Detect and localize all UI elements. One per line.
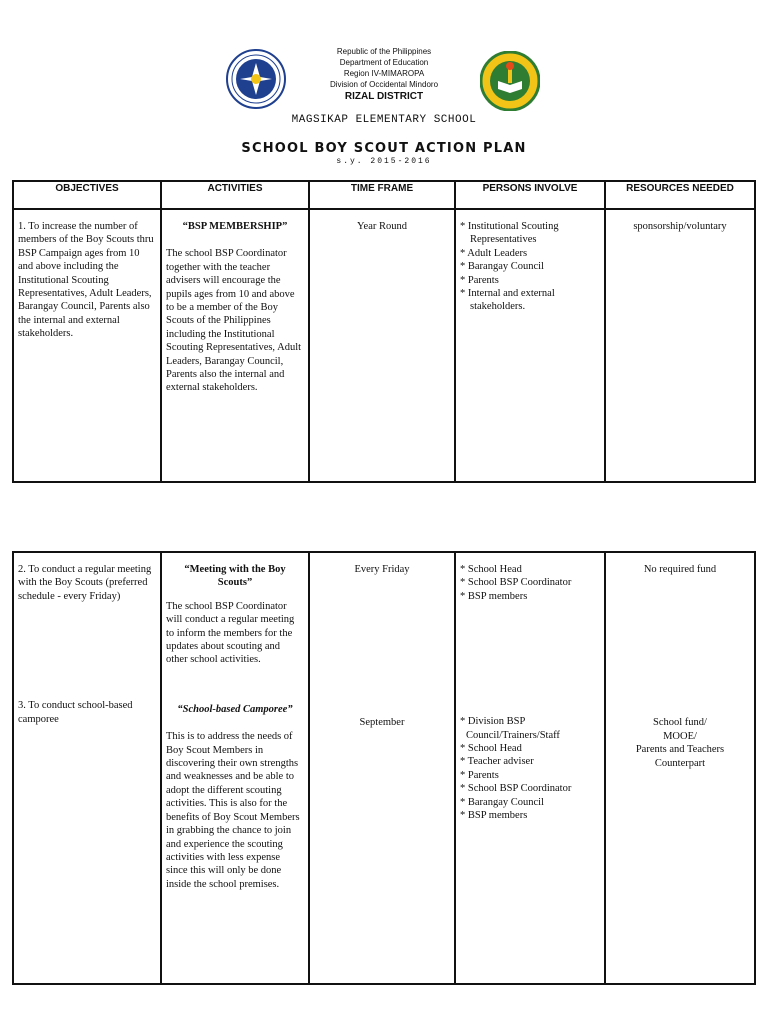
resources-line: Counterpart — [654, 757, 706, 769]
activity-cell — [161, 209, 309, 482]
activity-text: The school BSP Coordinator together with the teacher advisers will encourage the pupils ages from 10 and above to be a member of the Boy Scouts of the Philippines including the Institutional Scouting Representatives, Adult Leaders, Barangay Council, Parents also the internal and external stakeholders. — [166, 248, 302, 394]
time-frame-text: Every Friday — [354, 564, 410, 575]
person-item: * BSP members — [460, 590, 528, 602]
time-frame-text: Year Round — [357, 221, 407, 232]
person-item: * Parents — [460, 274, 499, 286]
objective-text: 1. To increase the number of members of the Boy Scouts thru BSP Campaign ages from 10 and above including the Institutional Scouting Representatives, Adult Leaders, Barangay Council, Parents also the internal and external stakeholders. — [18, 221, 154, 340]
person-item: * School Head — [460, 743, 522, 755]
resources-cell — [605, 552, 755, 984]
person-item: * Teacher adviser — [460, 756, 534, 768]
person-item: * School Head — [460, 564, 522, 575]
action-plan-table-1 — [12, 180, 756, 483]
objective-text: 2. To conduct a regular meeting with the Boy Scouts (preferred schedule - every Friday) — [18, 564, 152, 602]
person-item: stakeholders. — [470, 301, 526, 313]
school-name: MAGSIKAP ELEMENTARY SCHOOL — [291, 114, 477, 126]
activity-text: The school BSP Coordinator will conduct a regular meeting to inform the members for the updates about scouting and other school activities. — [166, 600, 295, 666]
activity-text: This is to address the needs of Boy Scout Members in discovering their own strengths and weaknesses and be able to adopt the different scouting activities. This is also for the benefits of Boy Scout Members in grabbing the chance to join and experience the scouting activities with less expense since this will only be done inside the school premises. — [166, 731, 300, 890]
action-plan-table-2 — [12, 551, 756, 985]
activity-title: “Meeting with the Boy Scouts” — [184, 564, 286, 589]
resources-text: sponsorship/voluntary — [633, 221, 727, 232]
person-item: * BSP members — [460, 810, 528, 822]
person-item: * Barangay Council — [460, 796, 544, 808]
header-objectives: OBJECTIVES — [13, 181, 161, 209]
resources-line: MOOE/ — [663, 730, 697, 742]
activity-title: “School-based Camporee” — [177, 703, 293, 715]
time-frame-cell — [309, 552, 455, 984]
person-item: * Division BSP Council/Trainers/Staff — [460, 716, 560, 741]
table-row — [13, 552, 755, 984]
person-item: * Adult Leaders — [460, 247, 528, 259]
resources-line: School fund/ — [653, 717, 707, 729]
persons-cell — [455, 552, 605, 984]
resources-cell — [605, 209, 755, 482]
table-header-row — [13, 181, 755, 209]
header-resources-needed: RESOURCES NEEDED — [605, 181, 755, 209]
activity-cell — [161, 552, 309, 984]
letterhead-republic: Republic of the Philippines — [336, 47, 432, 56]
letterhead — [284, 46, 484, 104]
person-item: * School BSP Coordinator — [460, 783, 572, 795]
header-time-frame: TIME FRAME — [309, 181, 455, 209]
person-item: * School BSP Coordinator — [460, 577, 572, 589]
objective-text: 3. To conduct school-based camporee — [18, 700, 133, 725]
objective-cell — [13, 209, 161, 482]
person-item: * Internal and external — [460, 288, 555, 300]
header-persons-involve: PERSONS INVOLVE — [455, 181, 605, 209]
persons-cell — [455, 209, 605, 482]
letterhead-region: Region IV-MIMAROPA — [343, 69, 425, 78]
time-frame-text: September — [359, 717, 405, 729]
letterhead-division: Division of Occidental Mindoro — [329, 80, 439, 89]
header-activities: ACTIVITIES — [161, 181, 309, 209]
letterhead-district: RIZAL DISTRICT — [344, 91, 424, 102]
person-item: Representatives — [470, 234, 537, 246]
plan-title: SCHOOL BOY SCOUT ACTION PLAN — [241, 141, 527, 156]
letterhead-department: Department of Education — [339, 58, 429, 67]
school-seal-logo — [480, 51, 540, 111]
resources-text: No required fund — [643, 564, 717, 575]
person-item: * Institutional Scouting — [460, 221, 559, 232]
objective-cell — [13, 552, 161, 984]
time-frame-cell — [309, 209, 455, 482]
person-item: * Parents — [460, 769, 499, 781]
school-year: s.y. 2015-2016 — [336, 157, 432, 166]
deped-seal-logo — [226, 49, 286, 109]
person-item: * Barangay Council — [460, 261, 544, 273]
resources-line: Parents and Teachers — [635, 744, 725, 756]
table-row — [13, 209, 755, 482]
activity-title: “BSP MEMBERSHIP” — [182, 221, 288, 232]
